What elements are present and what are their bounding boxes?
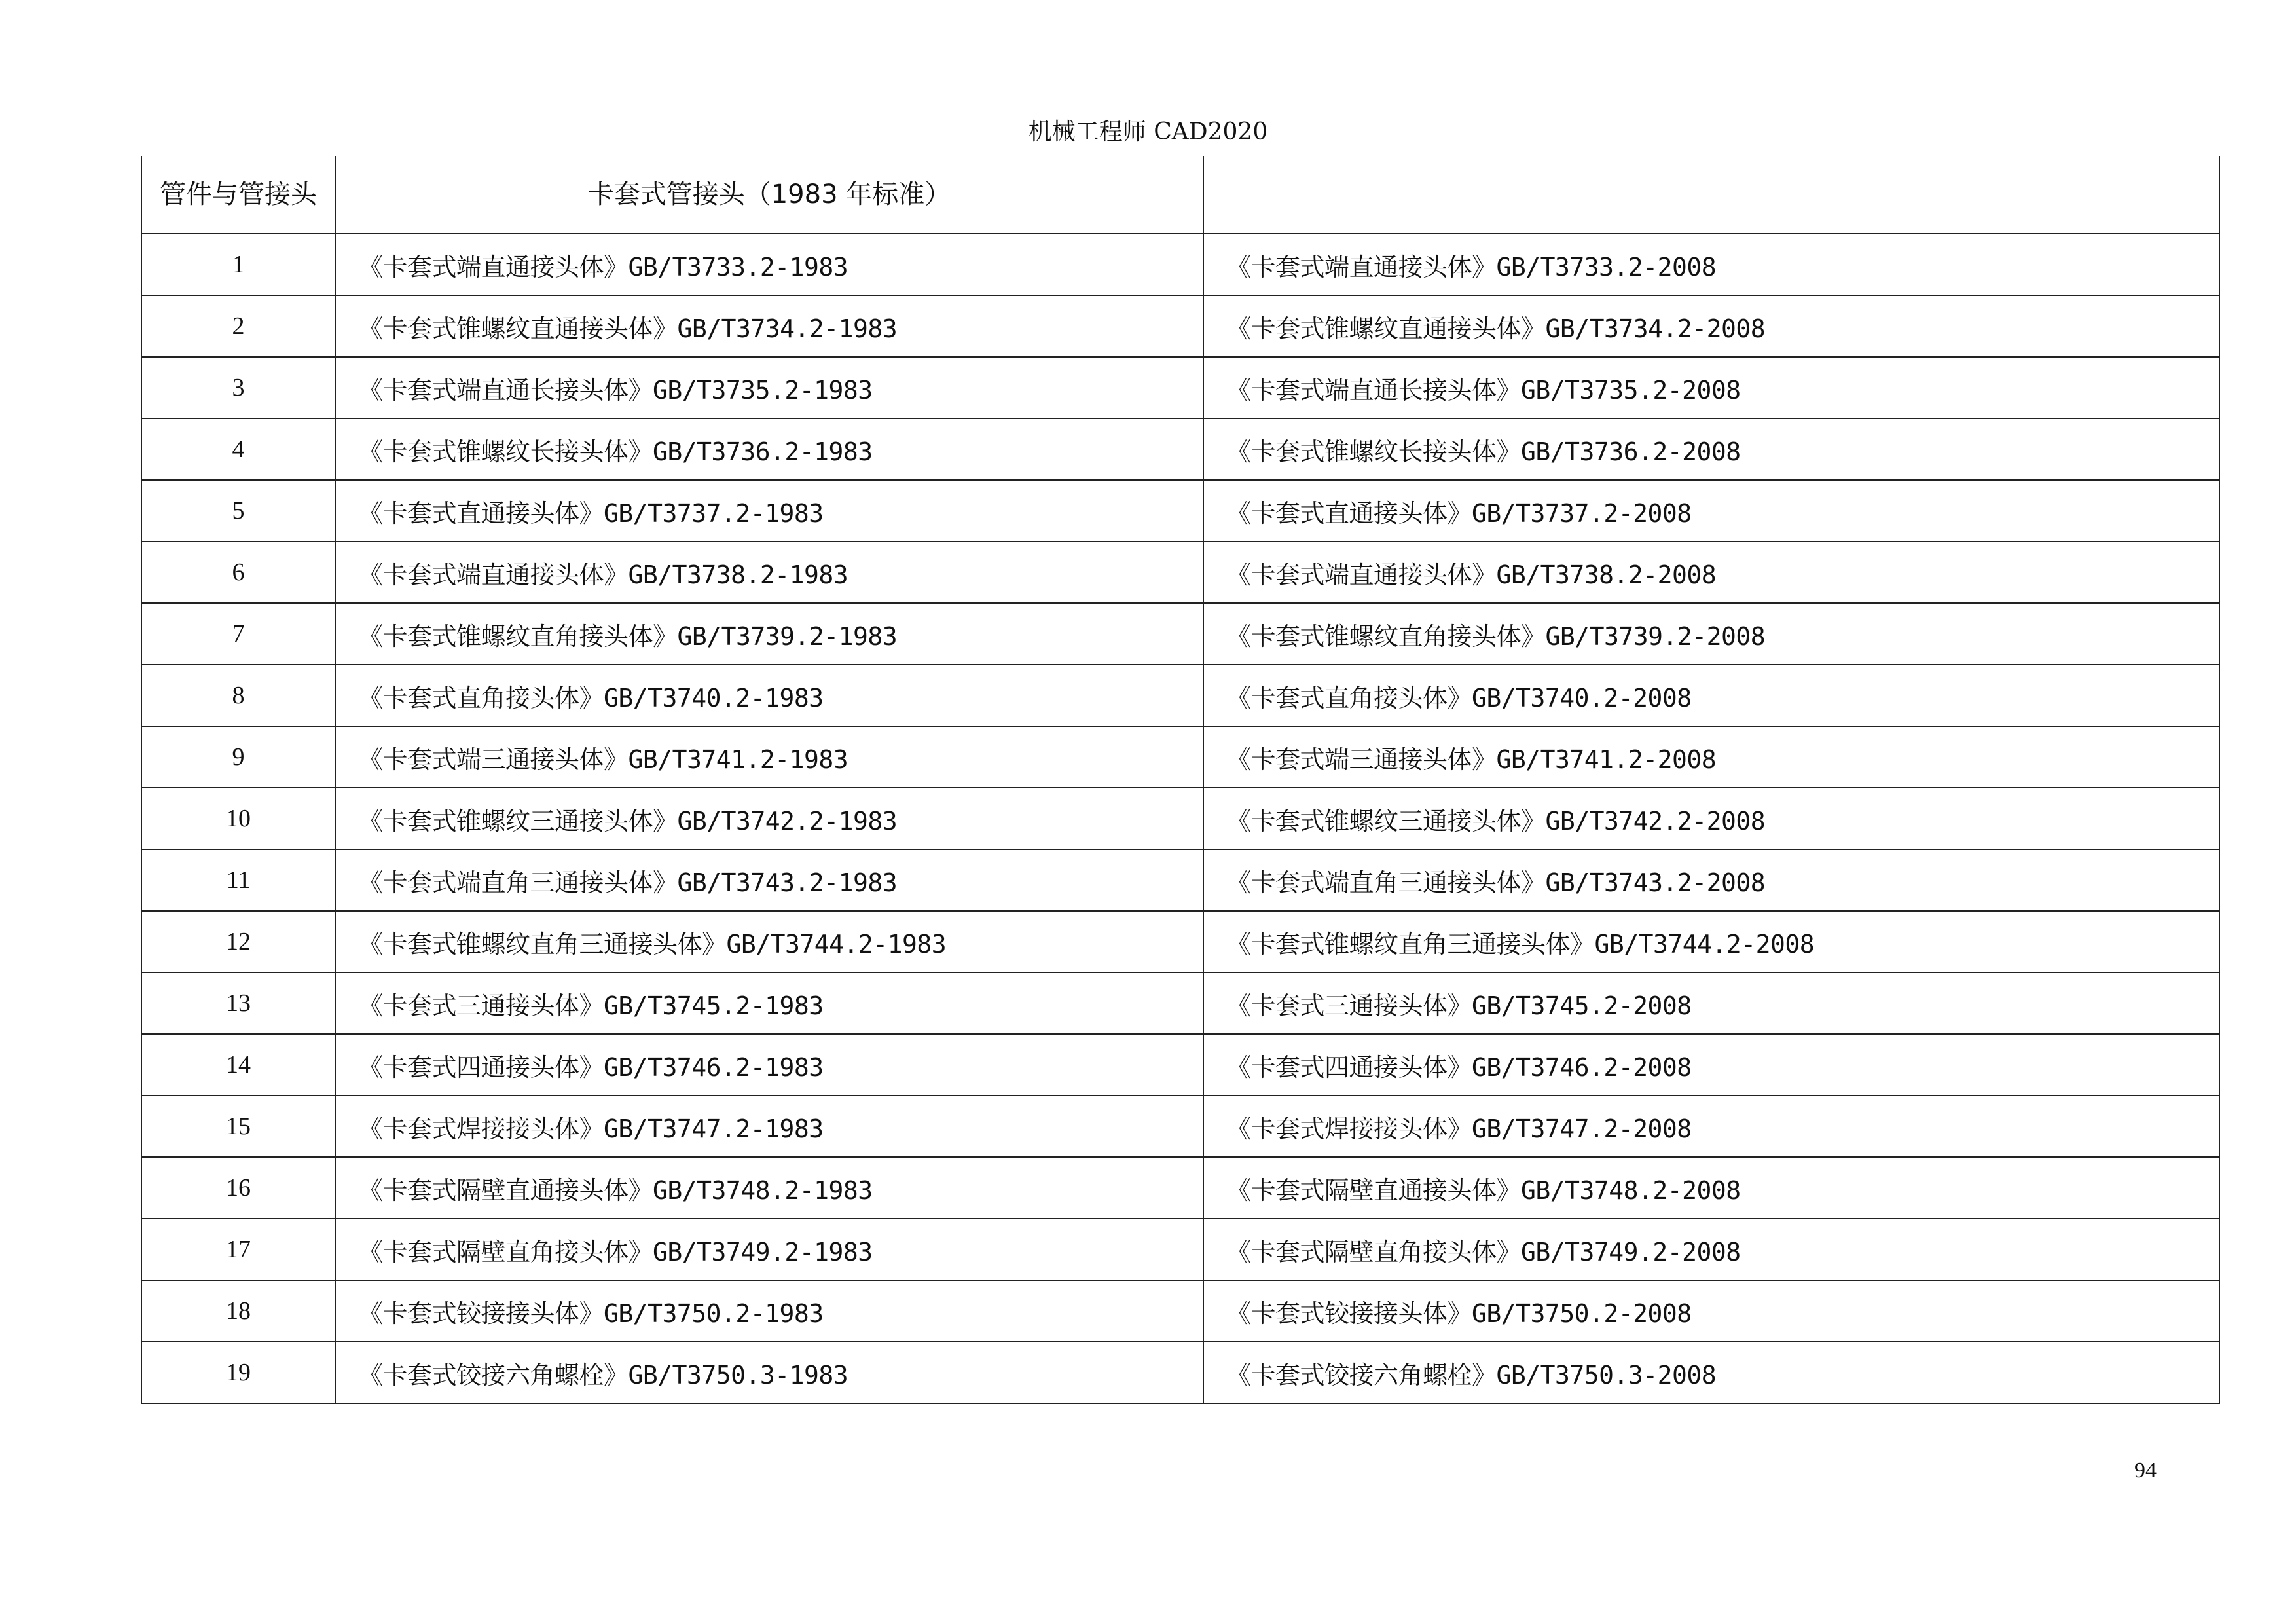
row-number-cell: 8	[141, 665, 335, 726]
table-row	[141, 1342, 2219, 1403]
new-standard-cell: 《卡套式铰接接头体》GB/T3750.2-2008	[1203, 1280, 2219, 1342]
new-standard-cell: 《卡套式锥螺纹长接头体》GB/T3736.2-2008	[1203, 418, 2219, 480]
row-number-cell: 14	[141, 1034, 335, 1096]
table-row	[141, 911, 2219, 972]
table-row	[141, 1096, 2219, 1157]
row-number-cell: 16	[141, 1157, 335, 1219]
old-standard-cell: 《卡套式端直通接头体》GB/T3738.2-1983	[335, 542, 1203, 603]
new-standard-cell: 《卡套式锥螺纹直角三通接头体》GB/T3744.2-2008	[1203, 911, 2219, 972]
page-header-title: 机械工程师 CAD2020	[1028, 119, 1268, 145]
new-standard-cell: 《卡套式焊接接头体》GB/T3747.2-2008	[1203, 1096, 2219, 1157]
new-standard-cell: 《卡套式隔壁直角接头体》GB/T3749.2-2008	[1203, 1219, 2219, 1280]
row-number-cell: 3	[141, 357, 335, 418]
old-standard-cell: 《卡套式三通接头体》GB/T3745.2-1983	[335, 972, 1203, 1034]
table-row	[141, 1157, 2219, 1219]
old-standard-cell: 《卡套式锥螺纹三通接头体》GB/T3742.2-1983	[335, 788, 1203, 849]
header-cell-new-standard	[1203, 156, 2219, 234]
row-number-cell: 9	[141, 726, 335, 788]
new-standard-cell: 《卡套式锥螺纹直角接头体》GB/T3739.2-2008	[1203, 603, 2219, 665]
row-number-cell: 11	[141, 849, 335, 911]
table-row	[141, 1219, 2219, 1280]
row-number-cell: 7	[141, 603, 335, 665]
old-standard-cell: 《卡套式焊接接头体》GB/T3747.2-1983	[335, 1096, 1203, 1157]
old-standard-cell: 《卡套式锥螺纹长接头体》GB/T3736.2-1983	[335, 418, 1203, 480]
row-number-cell: 6	[141, 542, 335, 603]
row-number-cell: 5	[141, 480, 335, 542]
standards-table	[141, 156, 2220, 1404]
table-row	[141, 542, 2219, 603]
old-standard-cell: 《卡套式端直通接头体》GB/T3733.2-1983	[335, 234, 1203, 295]
new-standard-cell: 《卡套式直角接头体》GB/T3740.2-2008	[1203, 665, 2219, 726]
table-row	[141, 1280, 2219, 1342]
table-row	[141, 480, 2219, 542]
new-standard-cell: 《卡套式端直通接头体》GB/T3738.2-2008	[1203, 542, 2219, 603]
old-standard-cell: 《卡套式端三通接头体》GB/T3741.2-1983	[335, 726, 1203, 788]
new-standard-cell: 《卡套式铰接六角螺栓》GB/T3750.3-2008	[1203, 1342, 2219, 1403]
row-number-cell: 4	[141, 418, 335, 480]
row-number-cell: 1	[141, 234, 335, 295]
old-standard-cell: 《卡套式锥螺纹直角接头体》GB/T3739.2-1983	[335, 603, 1203, 665]
old-standard-cell: 《卡套式锥螺纹直角三通接头体》GB/T3744.2-1983	[335, 911, 1203, 972]
new-standard-cell: 《卡套式直通接头体》GB/T3737.2-2008	[1203, 480, 2219, 542]
new-standard-cell: 《卡套式隔壁直通接头体》GB/T3748.2-2008	[1203, 1157, 2219, 1219]
header-cell-old-standard: 卡套式管接头（1983 年标准）	[335, 156, 1203, 234]
row-number-cell: 17	[141, 1219, 335, 1280]
old-standard-cell: 《卡套式端直角三通接头体》GB/T3743.2-1983	[335, 849, 1203, 911]
row-number-cell: 19	[141, 1342, 335, 1403]
old-standard-cell: 《卡套式隔壁直通接头体》GB/T3748.2-1983	[335, 1157, 1203, 1219]
new-standard-cell: 《卡套式锥螺纹直通接头体》GB/T3734.2-2008	[1203, 295, 2219, 357]
new-standard-cell: 《卡套式四通接头体》GB/T3746.2-2008	[1203, 1034, 2219, 1096]
table-row	[141, 972, 2219, 1034]
row-number-cell: 15	[141, 1096, 335, 1157]
table-row	[141, 357, 2219, 418]
standards-table-body	[141, 156, 2219, 1403]
table-row	[141, 1034, 2219, 1096]
old-standard-cell: 《卡套式四通接头体》GB/T3746.2-1983	[335, 1034, 1203, 1096]
header-cell-category: 管件与管接头	[141, 156, 335, 234]
old-standard-cell: 《卡套式端直通长接头体》GB/T3735.2-1983	[335, 357, 1203, 418]
row-number-cell: 12	[141, 911, 335, 972]
old-standard-cell: 《卡套式直通接头体》GB/T3737.2-1983	[335, 480, 1203, 542]
row-number-cell: 18	[141, 1280, 335, 1342]
old-standard-cell: 《卡套式隔壁直角接头体》GB/T3749.2-1983	[335, 1219, 1203, 1280]
table-row	[141, 295, 2219, 357]
row-number-cell: 10	[141, 788, 335, 849]
page-number: 94	[2134, 1458, 2157, 1483]
old-standard-cell: 《卡套式铰接六角螺栓》GB/T3750.3-1983	[335, 1342, 1203, 1403]
new-standard-cell: 《卡套式端直通接头体》GB/T3733.2-2008	[1203, 234, 2219, 295]
old-standard-cell: 《卡套式铰接接头体》GB/T3750.2-1983	[335, 1280, 1203, 1342]
table-header-row	[141, 156, 2219, 234]
new-standard-cell: 《卡套式端直通长接头体》GB/T3735.2-2008	[1203, 357, 2219, 418]
row-number-cell: 2	[141, 295, 335, 357]
new-standard-cell: 《卡套式锥螺纹三通接头体》GB/T3742.2-2008	[1203, 788, 2219, 849]
row-number-cell: 13	[141, 972, 335, 1034]
table-row	[141, 665, 2219, 726]
table-row	[141, 849, 2219, 911]
table-row	[141, 726, 2219, 788]
new-standard-cell: 《卡套式端直角三通接头体》GB/T3743.2-2008	[1203, 849, 2219, 911]
old-standard-cell: 《卡套式直角接头体》GB/T3740.2-1983	[335, 665, 1203, 726]
new-standard-cell: 《卡套式端三通接头体》GB/T3741.2-2008	[1203, 726, 2219, 788]
old-standard-cell: 《卡套式锥螺纹直通接头体》GB/T3734.2-1983	[335, 295, 1203, 357]
table-row	[141, 234, 2219, 295]
new-standard-cell: 《卡套式三通接头体》GB/T3745.2-2008	[1203, 972, 2219, 1034]
table-row	[141, 418, 2219, 480]
table-row	[141, 788, 2219, 849]
table-row	[141, 603, 2219, 665]
